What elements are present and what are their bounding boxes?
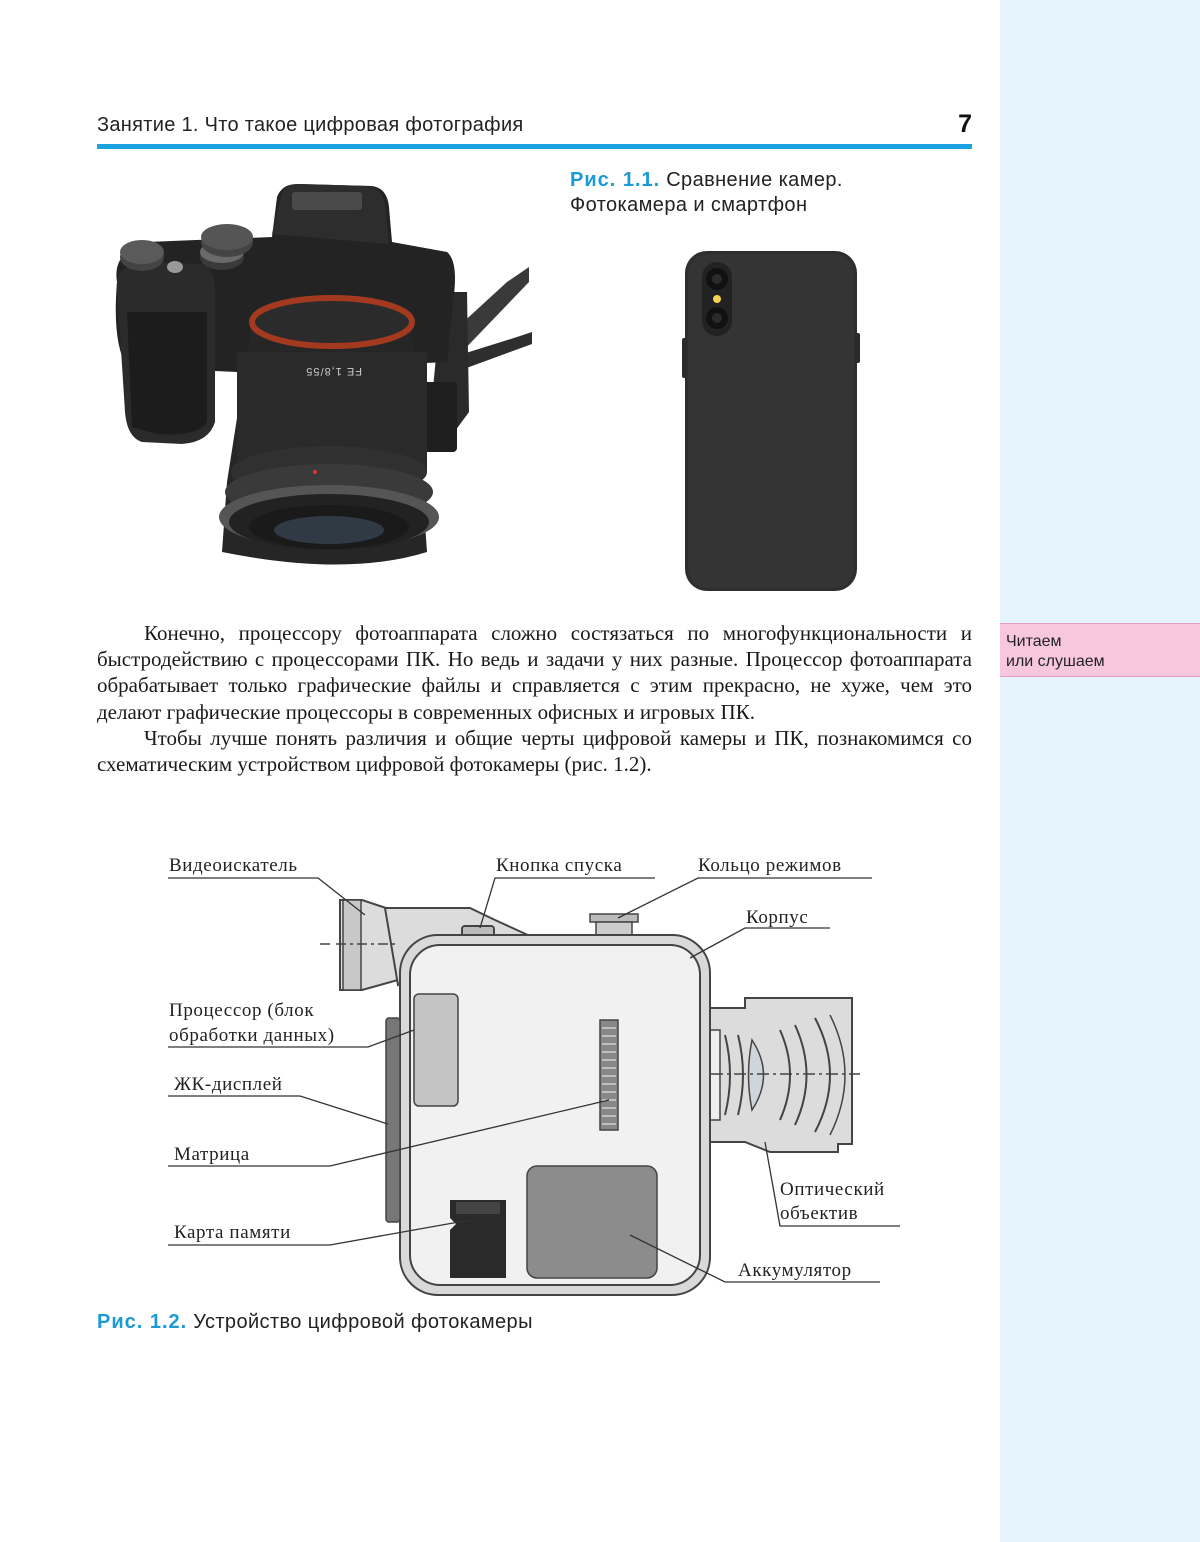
label-body: Корпус xyxy=(746,907,809,928)
label-battery: Аккумулятор xyxy=(738,1260,852,1281)
camera-diagram xyxy=(0,840,1000,1300)
label-memory-card: Карта памяти xyxy=(174,1222,291,1243)
side-tab-read-or-listen[interactable] xyxy=(1000,623,1200,677)
battery-part xyxy=(527,1166,657,1278)
lens-marking: FE 1,8/55 xyxy=(305,365,362,377)
paragraph-2: Чтобы лучше понять различия и общие черты цифровой камеры и ПК, познакомимся со схематическим устройством цифровой фотокамеры (рис. 1.2). xyxy=(97,725,972,777)
lcd-part xyxy=(386,1018,400,1222)
label-shutter-button: Кнопка спуска xyxy=(496,855,623,876)
camera-photo xyxy=(97,172,532,592)
label-viewfinder: Видеоискатель xyxy=(169,855,298,876)
label-mode-ring: Кольцо режимов xyxy=(698,855,842,876)
page-number: 7 xyxy=(958,110,972,138)
label-lcd: ЖК-дисплей xyxy=(174,1074,283,1095)
mode-ring-part xyxy=(590,914,638,922)
figure2-label: Рис. 1.2. xyxy=(97,1311,188,1333)
body-text xyxy=(97,620,972,777)
processor-part xyxy=(414,994,458,1106)
smartphone-photo xyxy=(682,248,860,594)
label-lens-line2: объектив xyxy=(780,1203,859,1224)
label-processor-line2: обработки данных) xyxy=(169,1025,335,1046)
figure2-caption-text: Устройство цифровой фотокамеры xyxy=(193,1311,533,1333)
page-header-title: Занятие 1. Что такое цифровая фотография xyxy=(97,114,524,136)
figure1-caption-line2: Фотокамера и смартфон xyxy=(570,194,808,216)
margin-strip xyxy=(1000,0,1200,1542)
side-tab-line2: или слушаем xyxy=(1006,653,1105,670)
figure1-caption xyxy=(570,168,910,218)
figure1-caption-line1: Сравнение камер. xyxy=(666,169,843,191)
label-sensor: Матрица xyxy=(174,1144,250,1165)
label-lens-line1: Оптический xyxy=(780,1179,885,1200)
figure2-caption xyxy=(97,1311,533,1334)
label-processor-line1: Процессор (блок xyxy=(169,1000,315,1021)
figure1-label: Рис. 1.1. xyxy=(570,169,661,191)
header-rule xyxy=(97,144,972,149)
side-tab-line1: Читаем xyxy=(1006,633,1062,650)
paragraph-1: Конечно, процессору фотоаппарата сложно состязаться по многофункциональности и быстродействию с процессорами ПК. Но ведь и задачи у них разные. Процессор фотоаппарата обрабатывает только графические файлы и справляется с этим прекрасно, не хуже, чем это делают графические процессоры в современных офисных и игровых ПК. xyxy=(97,621,972,724)
